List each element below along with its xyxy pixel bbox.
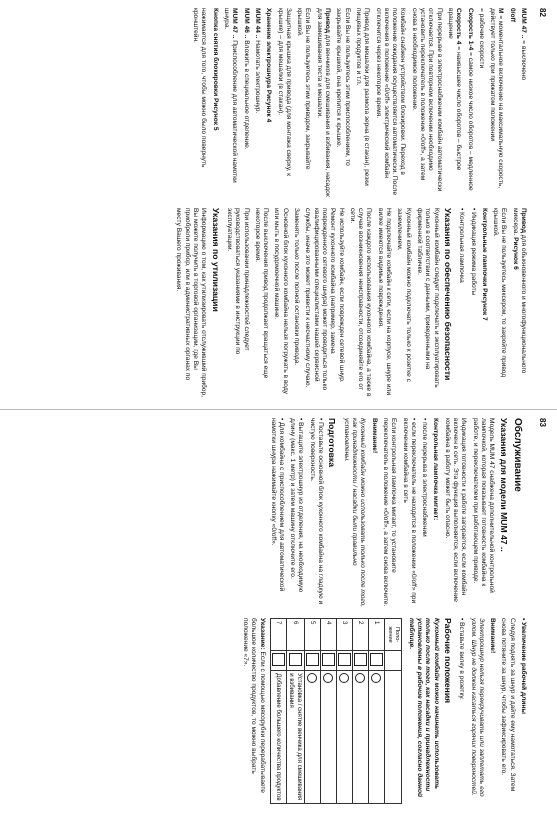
- paragraph: После каждого использования кухонного комбайна, а также в случае возникновения неисправности, отсоединяйте его от сети.: [348, 208, 373, 397]
- text: = выключено: [520, 40, 527, 81]
- text: Приспособление для автоматической намотки шнура.: [223, 8, 239, 183]
- section-title: Обслуживание: [512, 418, 523, 492]
- heading: Внимание!: [370, 418, 378, 454]
- paragraph: Привод для мешалки для размола зерна (в стакан), резки пищевых продуктов и т.п.: [354, 8, 371, 186]
- table-row: [304, 619, 320, 804]
- model: MUM 47 ..: [231, 8, 239, 39]
- text: Намотать электрошнур.: [253, 40, 261, 114]
- table-row: [286, 619, 304, 804]
- mixer-icon: [272, 653, 285, 666]
- paragraph: Кухонный комбайн можно начинать использовать только после того, как насадки и принадлежности установлены в рабочие положения, согласно данной таблице.: [407, 618, 440, 797]
- paragraph: При использовании принадлежностей следует руководствоваться указаниями в инструкции по эксплуатации.: [225, 208, 250, 355]
- text: = самое низкое число оборотов – медленное: [466, 52, 474, 191]
- list-item: • Вставьте вилку в розетку.: [457, 618, 465, 808]
- mixer-icon: [289, 653, 302, 666]
- table-row: [270, 619, 286, 804]
- model: MUM 44 ..: [253, 8, 261, 39]
- bowl-icon: [339, 673, 349, 683]
- table-row: [368, 619, 384, 804]
- text: = моментальное включение на максимальную скорость, действует только при прижатом положении: [489, 8, 505, 189]
- mixer-icon: [306, 653, 319, 666]
- cell: 1: [368, 619, 384, 651]
- model: MUM 46 ..: [242, 8, 250, 39]
- section-title: Указания по обеспечению безопасности: [442, 208, 453, 381]
- paragraph: Следуя поднять за шнур и дайте ему намотаться. Затем снова потяните за шнур, чтобы зафиксировать его.: [500, 618, 516, 792]
- paragraph: Индикация готовности к работе загорается, если комбайн включен в сеть. Эта функция выполняется, если включение комбайна в работу может быть опасно.: [443, 418, 468, 602]
- term: 0/off: [508, 8, 516, 22]
- paragraph: Кухонный комбайн можно использовать только после того, как принадлежности / насадки были правильно установлены.: [342, 418, 367, 608]
- bowl-icon: [307, 673, 317, 683]
- heading: Привод: [520, 208, 527, 233]
- paragraph: нажимается для того, чтобы можно было повернуть кронштейн.: [192, 8, 208, 168]
- cell: 4: [320, 619, 336, 651]
- table-row: [320, 619, 336, 804]
- text: = наивысшее число оборотов – быстрое вращение: [446, 8, 463, 171]
- list-item: • Индикация режима работы: [468, 208, 476, 398]
- paragraph: Если Вы не пользуетесь миксером, то закройте привод крышкой.: [492, 208, 508, 378]
- list-item: • если переключатель не находится в положении «0/off» при включении комбайна в сеть: [400, 418, 417, 608]
- section-title: Указания по утилизации: [210, 208, 221, 312]
- heading: Хранение электрошнура: [265, 8, 273, 88]
- paragraph: Кухонный комбайн можно подключать только к розетке с заземлением.: [396, 208, 412, 382]
- paragraph: После выключения привод продолжает вращаться еще некоторое время.: [253, 208, 270, 379]
- paragraph: Не подключайте комбайн к сети, если на корпусе, шнуре или вилке имеются видимые повреждения.: [376, 208, 393, 396]
- figure-ref: Рисунок 7: [480, 288, 488, 321]
- heading: Контрольные лампочки: [480, 208, 488, 287]
- bowl-icon: [355, 673, 365, 683]
- bowl-icon: [323, 673, 333, 683]
- heading: Указание:: [258, 618, 266, 650]
- section-title: Указания для модели MUM 47 ..: [498, 418, 509, 552]
- heading: Внимание!: [489, 618, 497, 654]
- mixer-icon: [322, 653, 335, 666]
- paragraph: Комбайн снабжен устройством блокировки. Переход в положение ожидания осуществляется автоматически. После включения в положение «0/off» электрический комбайн отключится через некоторое время.: [374, 8, 407, 196]
- page-number: 82: [538, 8, 547, 17]
- paragraph: Не используйте комбайн, если поврежден сетевой шнур. Ремонт кухонного комбайна (например, замена поврежденного сетевого шнура) может проводиться только квалифицированными специалистами нашей сервисной службы, иначе это может привести к несчастному случаю.: [304, 208, 345, 391]
- column-2: [171, 208, 527, 398]
- cell: Установка / снятие венчика для смешивания и взбивания: [286, 671, 304, 804]
- paragraph: Информацию о том, как утилизировать отслуживший прибор, Вы можете получить в торговой организации, где Вы приобрели прибор, или в административных органах по месту Вашего проживания.: [175, 208, 208, 398]
- column-2: [238, 618, 527, 808]
- mixer-icon: [370, 653, 383, 666]
- heading: Кнопка снятия блокировки: [211, 8, 219, 97]
- term: MUM 47 ..: [520, 8, 527, 39]
- paragraph: Контрольная лампочка мигает:: [432, 418, 440, 521]
- bowl-icon: [371, 673, 381, 683]
- list-item: • Для комбайна с приспособлением для автоматической намотки шнура нажимайте кнопку «0/off».: [268, 418, 285, 608]
- text: Вложить в специальное отделение.: [242, 40, 250, 150]
- column-1: [265, 418, 527, 608]
- paragraph: Заменять только после полной остановки привода.: [293, 208, 301, 366]
- heading: • Увеличение рабочей длины: [520, 618, 527, 714]
- cell: 2: [352, 619, 368, 651]
- section-title: Рабочие положения: [442, 618, 453, 704]
- heading: Привод: [324, 8, 332, 33]
- paragraph: Модель MUM 47 снабжена дополнительной контрольной лампочкой, которая показывает готовность комбайна к работе, и переключателем при работающем приводе.: [471, 418, 496, 593]
- term: Скорость 4: [455, 8, 463, 45]
- paragraph: При перерыве в электроснабжении комбайн автоматически отключается. При повторном включении необходимо установить переключатель в положение «0/off», а затем снова в необходимое положение.: [410, 8, 443, 192]
- term: Скорость 1-4: [466, 8, 474, 51]
- table-row: [336, 619, 352, 804]
- table-row: [352, 619, 368, 804]
- mixer-icon: [354, 653, 367, 666]
- list-item: • Контрольная лампочка: [457, 208, 465, 398]
- positions-table: [270, 618, 403, 804]
- column-1: [188, 8, 527, 198]
- cell: 6: [286, 619, 304, 651]
- section-title: Подготовка: [327, 418, 338, 467]
- list-item: • Вытащите электрошнур из отделения, на необходимую длину (макс. 1 метр) и затем машину отключите его.: [288, 418, 305, 608]
- figure-ref: Рисунок 6: [511, 237, 519, 270]
- text: для обыкновенного и многофункционального миксера.: [511, 208, 527, 374]
- paragraph: Если Вы не пользуетесь этим приспособлением, то закрывайте крышкой, она крепится к крышке.: [335, 8, 351, 166]
- mixer-icon: [338, 653, 351, 666]
- cell: Добавление большего количества продуктов: [270, 671, 286, 804]
- cell: 7: [270, 619, 286, 651]
- paragraph: Электрошнур нельзя перекручивать или заплетать его узлом. Шнур не должен касаться горячих поверхностей.: [469, 618, 485, 797]
- table-header: Поло-жение: [384, 619, 402, 651]
- page-83: [0, 409, 557, 818]
- figure-ref: Рисунок 5: [211, 97, 219, 131]
- text: = рабочие скорости: [477, 8, 485, 69]
- page-number: 83: [538, 418, 547, 427]
- paragraph: Кухонный комбайн следует подключать и эксплуатировать только в соответствии с данными, приведенными на фирменной табличке.: [415, 208, 440, 388]
- cell: 3: [336, 619, 352, 651]
- term: M: [497, 8, 505, 14]
- paragraph: Если контрольная лампочка мигает, то установите переключатель в положение «0/off», а затем снова включите.: [381, 418, 398, 607]
- text: Если с помощью мясорубки перерабатываете большое количество продуктов, то можно выбрать положение «7».: [242, 618, 266, 793]
- list-item: • после перерыва в электроснабжении: [420, 418, 428, 608]
- figure-ref: Рисунок 4: [265, 89, 273, 123]
- paragraph: Защитная крышка для привода (для монтажа сверху, к крышке) – для мешалки (в стакан).: [276, 8, 292, 177]
- paragraph: Если Вы не пользуетесь этим приводом, закрывайте крышкой.: [296, 8, 312, 170]
- cell: 5: [304, 619, 320, 651]
- text: для венчиков для смешивания и взбивания, насадок для замешивания теста и мешалки.: [315, 8, 332, 197]
- paragraph: Основной блок кухонного комбайна нельзя погружать в воду или мыть в посудомоечной машине.: [273, 208, 289, 394]
- list-item: • Поставьте основной блок кухонного комбайна на гладкую и чистую поверхность.: [307, 418, 324, 608]
